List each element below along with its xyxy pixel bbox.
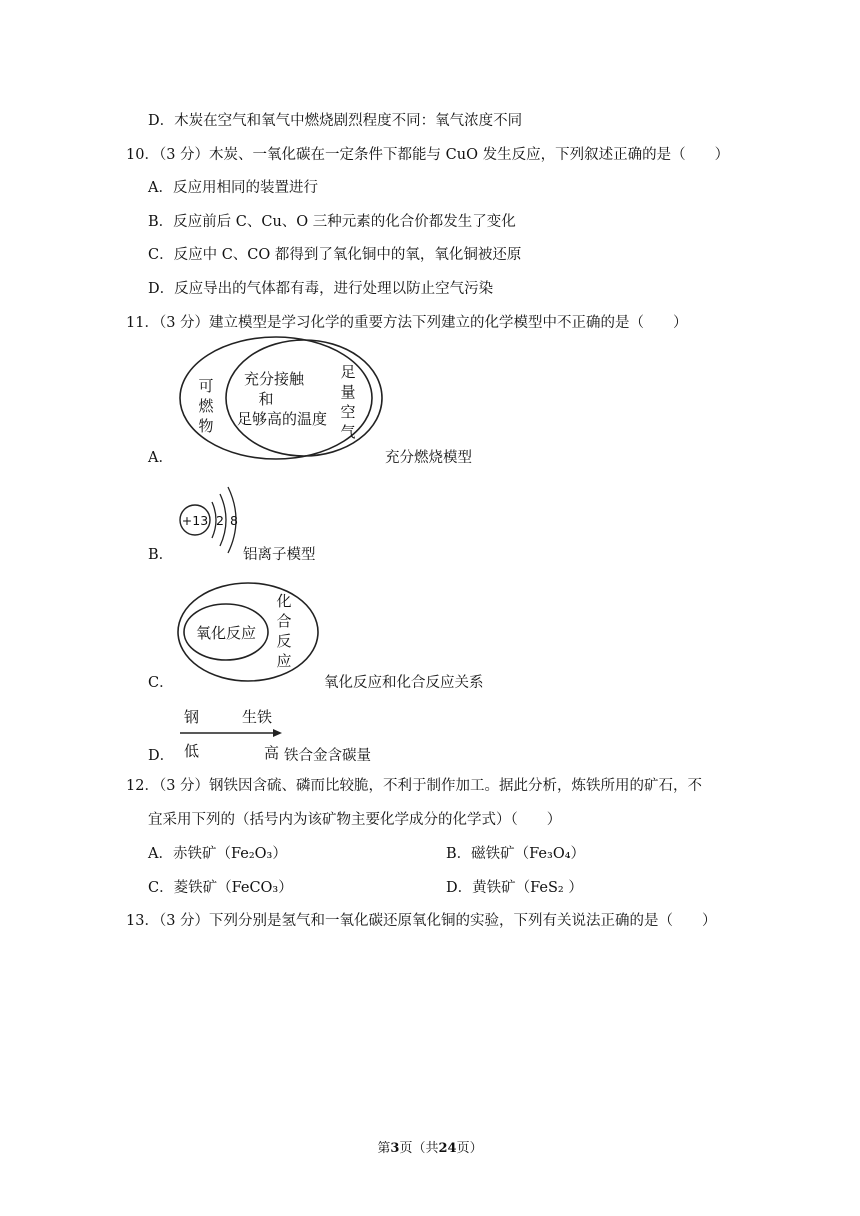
axis-label-pig-iron: 生铁 xyxy=(242,708,273,726)
outer-ellipse-label-2: 反 xyxy=(276,632,292,650)
q12-option-c: C．菱铁矿（FeCO₃） xyxy=(148,880,293,896)
q11-stem: 11．（3 分）建立模型是学习化学的重要方法下列建立的化学模型中不正确的是（ ） xyxy=(126,315,688,331)
venn-left-label-0: 可 xyxy=(198,377,214,395)
venn-center-label-0: 充分接触 xyxy=(243,370,305,388)
venn-center-label-2: 足够高的温度 xyxy=(236,410,328,428)
footer-prefix: 第 xyxy=(377,1141,391,1156)
outer-ellipse-label-3: 应 xyxy=(276,652,292,670)
q9-option-d: D．木炭在空气和氧气中燃烧剧烈程度不同：氧气浓度不同 xyxy=(148,113,523,129)
outer-ellipse-label-0: 化 xyxy=(276,592,292,610)
q10-option-a: A．反应用相同的装置进行 xyxy=(148,180,318,196)
q11-d-letter: D． xyxy=(148,748,175,764)
venn-left-label-2: 物 xyxy=(198,417,214,435)
combustion-venn-diagram xyxy=(176,334,386,462)
q10-option-c: C．反应中 C、CO 都得到了氧化铜中的氧，氧化铜被还原 xyxy=(148,247,522,263)
shell-2-electrons: 8 xyxy=(230,513,238,528)
footer-suffix: 页） xyxy=(456,1141,483,1156)
q10-option-d: D．反应导出的气体都有毒，进行处理以防止空气污染 xyxy=(148,281,494,297)
q11-c-caption: 氧化反应和化合反应关系 xyxy=(324,675,484,691)
footer-total-pages: 24 xyxy=(438,1141,457,1156)
outer-ellipse-label-1: 合 xyxy=(276,612,292,630)
q13-stem: 13．（3 分）下列分别是氢气和一氧化碳还原氧化铜的实验，下列有关说法正确的是（ ） xyxy=(126,913,717,929)
shell-1-electrons: 2 xyxy=(216,513,224,528)
nucleus-charge: +13 xyxy=(181,513,209,528)
venn-center-label-1: 和 xyxy=(258,390,274,408)
q11-c-letter: C． xyxy=(148,675,174,691)
q11-d-caption: 铁合金含碳量 xyxy=(284,748,371,764)
q12-option-d: D．黄铁矿（FeS₂ ） xyxy=(446,880,583,896)
carbon-content-axis xyxy=(176,704,286,762)
q10-stem: 10．（3 分）木炭、一氧化碳在一定条件下都能与 CuO 发生反应，下列叙述正确的是（ ） xyxy=(126,147,730,163)
aluminum-ion-diagram xyxy=(176,484,246,556)
inner-ellipse-label: 氧化反应 xyxy=(195,624,257,642)
q11-a-caption: 充分燃烧模型 xyxy=(385,450,472,466)
venn-right-label-3: 气 xyxy=(340,423,356,441)
q12-option-a: A．赤铁矿（Fe₂O₃） xyxy=(148,846,287,862)
axis-label-low: 低 xyxy=(184,742,200,760)
q10-option-b: B．反应前后 C、Cu、O 三种元素的化合价都发生了变化 xyxy=(148,214,516,230)
axis-label-high: 高 xyxy=(264,744,280,762)
reaction-relationship-diagram xyxy=(176,580,324,684)
page-footer xyxy=(0,1137,860,1156)
venn-left-label-1: 燃 xyxy=(198,397,214,415)
venn-right-label-1: 量 xyxy=(340,383,356,401)
q11-b-letter: B． xyxy=(148,547,174,563)
q11-b-caption: 铝离子模型 xyxy=(243,547,316,563)
axis-label-steel: 钢 xyxy=(184,708,200,726)
footer-mid: 页（共 xyxy=(399,1141,439,1156)
q12-stem-line2: 宜采用下列的（括号内为该矿物主要化学成分的化学式）（ ） xyxy=(148,812,562,828)
footer-page-number: 3 xyxy=(390,1141,400,1156)
q12-stem-line1: 12．（3 分）钢铁因含硫、磷而比较脆，不利于制作加工。据此分析，炼铁所用的矿石，不 xyxy=(126,778,703,794)
q11-a-letter: A． xyxy=(148,450,173,466)
q12-option-b: B．磁铁矿（Fe₃O₄） xyxy=(446,846,586,862)
venn-right-label-2: 空 xyxy=(340,403,356,421)
venn-right-label-0: 足 xyxy=(340,363,356,381)
